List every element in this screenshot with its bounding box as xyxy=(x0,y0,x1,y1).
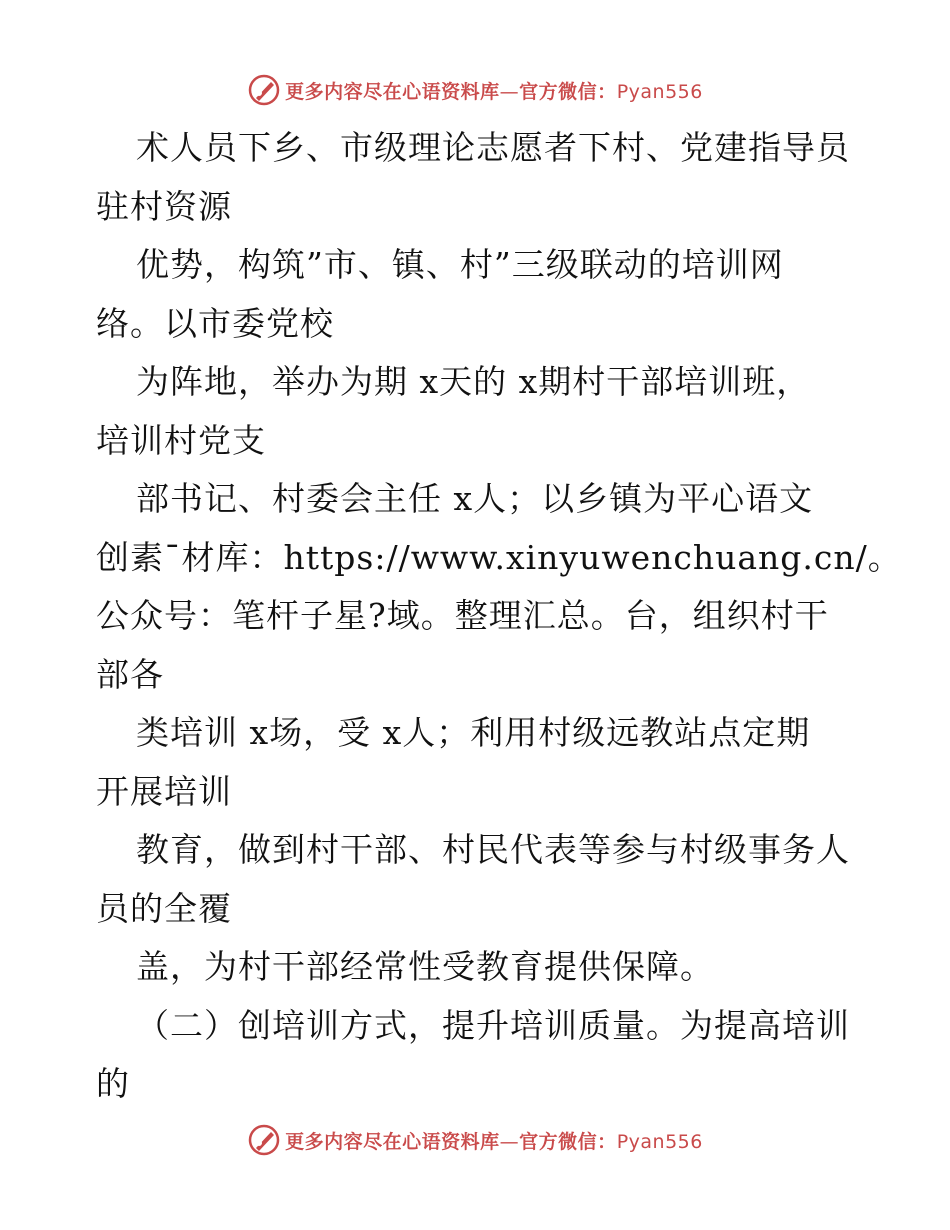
banner-handle: Pyan556 xyxy=(616,1130,703,1153)
banner-separator: — xyxy=(499,80,520,103)
text-line: 部各 xyxy=(96,654,164,694)
banner-main-text: 更多内容尽在心语资料库 xyxy=(285,1130,500,1153)
text-line: 部书记、村委会主任 x人；以乡镇为平心语文 xyxy=(136,479,814,518)
text-line: 盖，为村干部经常性受教育提供保障。 xyxy=(136,947,714,986)
text-line: 开展培训 xyxy=(96,771,232,811)
banner-main-text: 更多内容尽在心语资料库 xyxy=(285,80,500,103)
text-line: 公众号：笔杆子星?域。整理汇总。台，组织村干 xyxy=(96,596,829,635)
banner-separator: — xyxy=(499,1130,520,1153)
footer-banner xyxy=(0,1120,950,1160)
banner-handle: Pyan556 xyxy=(616,80,703,103)
document-body xyxy=(96,119,902,1114)
text-line: 络。以市委党校 xyxy=(96,303,334,343)
text-line: 驻村资源 xyxy=(96,186,232,226)
pen-logo-icon xyxy=(247,1123,281,1157)
banner-official-label: 官方微信： xyxy=(519,80,617,103)
text-line: 术人员下乡、市级理论志愿者下村、党建指导员 xyxy=(136,128,850,167)
banner-official-label: 官方微信： xyxy=(519,1130,617,1153)
text-line: 培训村党支 xyxy=(96,420,266,460)
text-line: 的 xyxy=(96,1064,130,1103)
banner-text xyxy=(285,1127,703,1154)
banner-text xyxy=(285,77,703,104)
section-heading-line: （二）创培训方式，提升培训质量。为提高培训 xyxy=(136,1005,850,1045)
text-line: 教育，做到村干部、村民代表等参与村级事务人 xyxy=(136,830,850,869)
text-line: 类培训 x场，受 x人；利用村级远教站点定期 xyxy=(136,713,811,752)
text-line: 创素¯材库：https://www.xinyuwenchuang.cn/。 xyxy=(96,537,902,577)
text-line: 员的全覆 xyxy=(96,888,232,928)
header-banner xyxy=(0,70,950,110)
pen-logo-icon xyxy=(247,73,281,107)
text-line: 为阵地，举办为期 x天的 x期村干部培训班， xyxy=(136,362,811,401)
text-line: 优势，构筑”市、镇、村”三级联动的培训网 xyxy=(136,245,784,284)
